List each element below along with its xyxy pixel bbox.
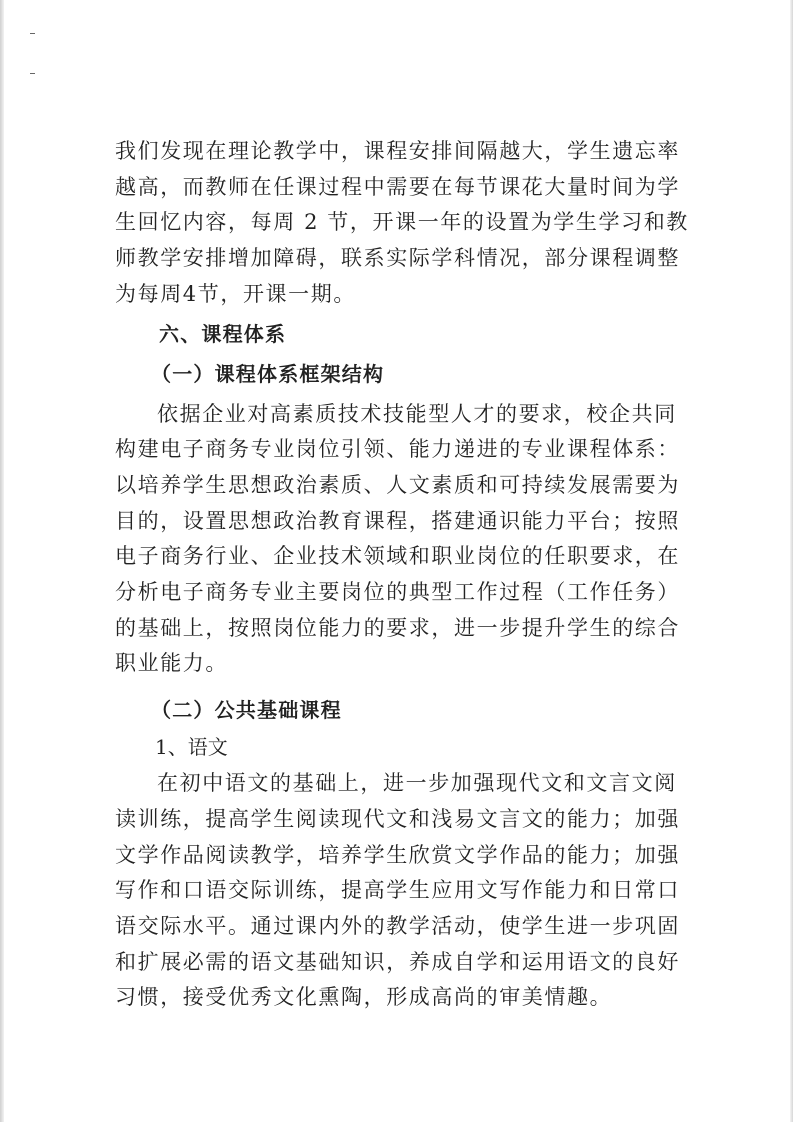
- subsection-heading-public-courses: （二）公共基础课程: [151, 698, 342, 723]
- paragraph-continued: 我们发现在理论教学中，课程安排间隔越大，学生遗忘率越高，而教师在任课过程中需要在每节课花大量时间为学生回忆内容，每周 2 节，开课一年的设置为学生学习和教师教学安排增加障碍，联系实际学科情况，部分课程调整为每周4节，开课一期。: [115, 139, 689, 306]
- margin-mark-top: [30, 33, 35, 34]
- section-heading-curriculum-system: 六、课程体系: [159, 321, 287, 346]
- page-content: [115, 134, 695, 1016]
- course-title-chinese: 1、语文: [155, 735, 228, 760]
- paragraph-chinese-course: 在初中语文的基础上，进一步加强现代文和文言文阅读训练，提高学生阅读现代文和浅易文言文的能力；加强文学作品阅读教学，培养学生欣赏文学作品的能力；加强写作和口语交际训练，提高学生应用文写作能力和日常口语交际水平。通过课内外的教学活动，使学生进一步巩固和扩展必需的语文基础知识，养成自学和运用语文的良好习惯，接受优秀文化熏陶，形成高尚的审美情趣。: [115, 771, 680, 1010]
- margin-mark-second: [30, 73, 35, 74]
- scan-edge-left: [0, 0, 4, 1122]
- subsection-heading-framework: （一）课程体系框架结构: [151, 361, 385, 386]
- paragraph-framework: 依据企业对高素质技术技能型人才的要求，校企共同构建电子商务专业岗位引领、能力递进的专业课程体系：以培养学生思想政治素质、人文素质和可持续发展需要为目的，设置思想政治教育课程，搭建通识能力平台；按照电子商务行业、企业技术领域和职业岗位的任职要求，在分析电子商务专业主要岗位的典型工作过程（工作任务）的基础上，按照岗位能力的要求，进一步提升学生的综合职业能力。: [115, 401, 680, 676]
